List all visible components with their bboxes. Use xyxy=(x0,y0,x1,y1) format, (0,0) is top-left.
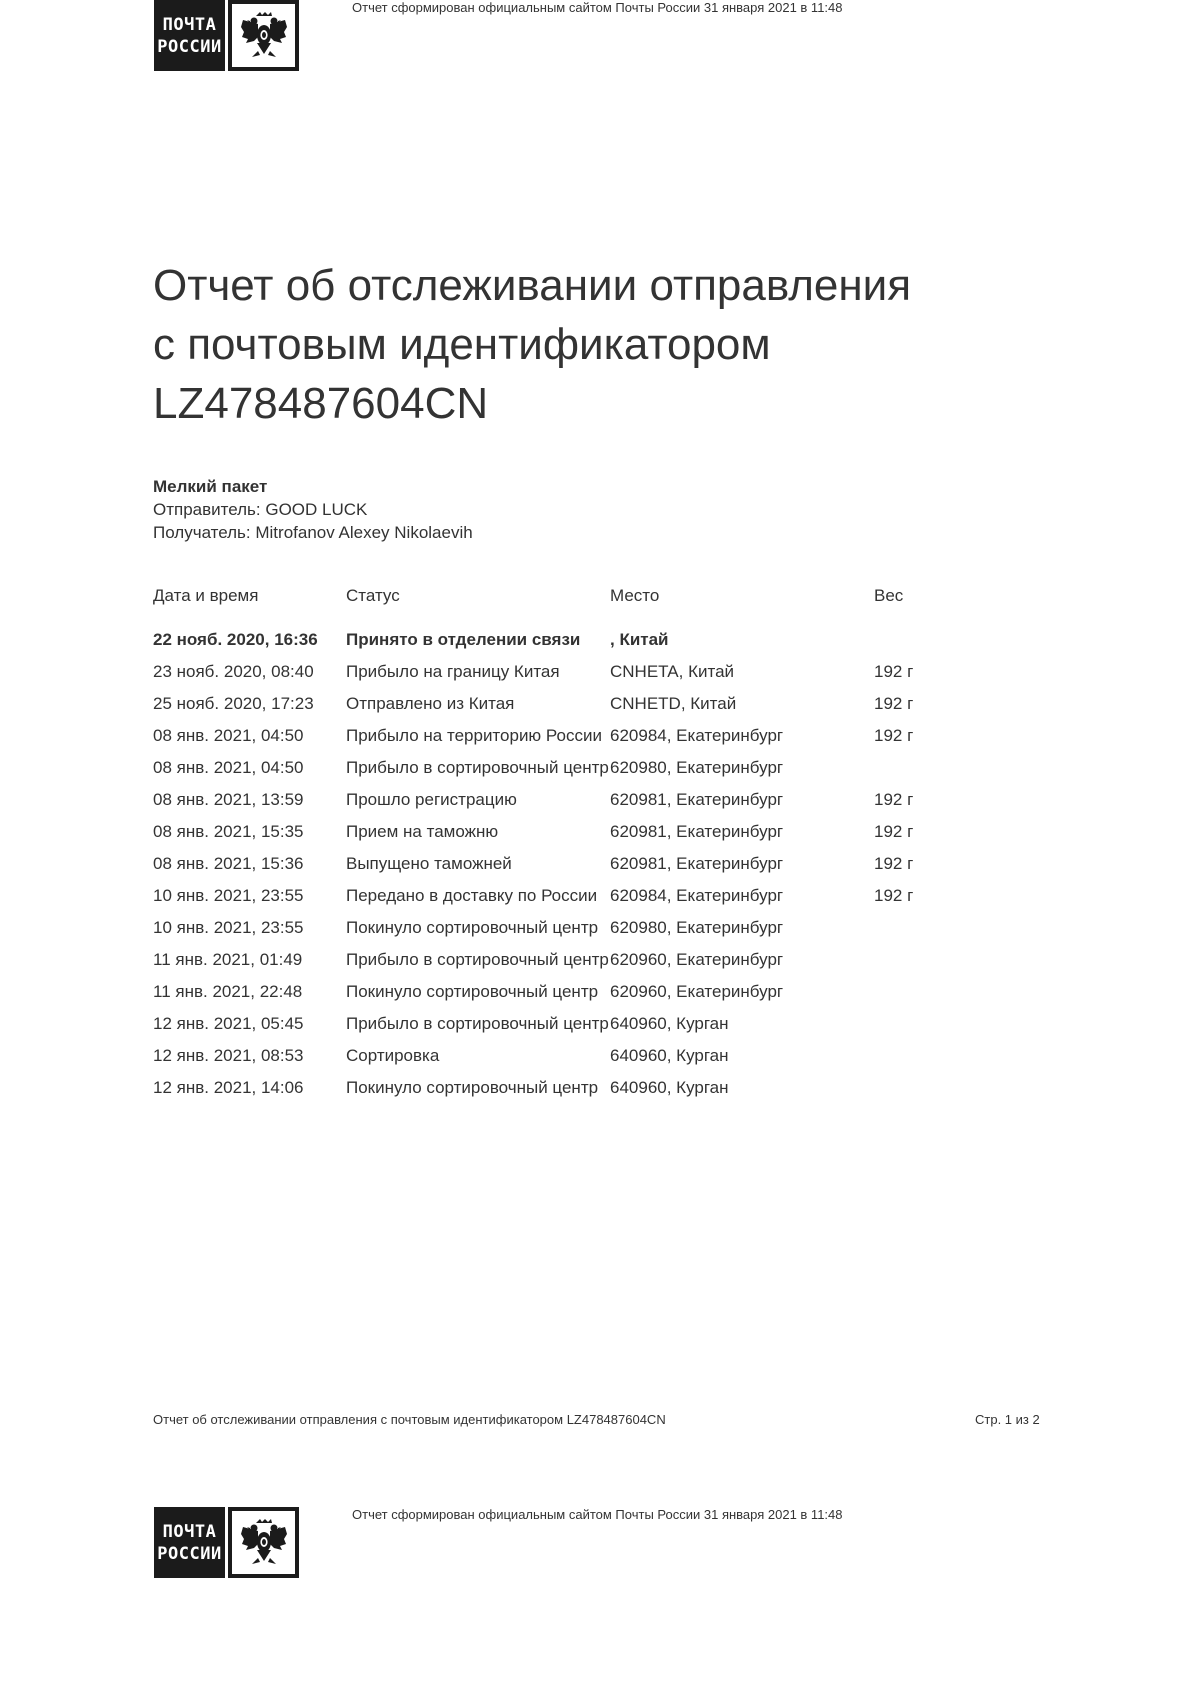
cell-place: , Китай xyxy=(610,630,669,649)
next-page-header xyxy=(154,1507,1054,1579)
table-row xyxy=(153,752,964,784)
logo-emblem xyxy=(228,1507,299,1578)
cell-place: 620984, Екатеринбург xyxy=(610,886,784,905)
table-row xyxy=(153,944,964,976)
cell-place: 620984, Екатеринбург xyxy=(610,726,784,745)
header-weight: Вес xyxy=(874,586,904,605)
table-row xyxy=(153,1072,964,1104)
logo-line2: РОССИИ xyxy=(157,36,222,57)
table-row xyxy=(153,848,964,880)
table-row xyxy=(153,816,964,848)
title-line: Отчет об отслеживании отправления xyxy=(153,261,912,310)
cell-datetime: 08 янв. 2021, 04:50 xyxy=(153,758,304,777)
logo-line2: РОССИИ xyxy=(157,1543,222,1564)
cell-status: Отправлено из Китая xyxy=(346,694,515,713)
cell-datetime: 12 янв. 2021, 14:06 xyxy=(153,1078,304,1097)
table-row xyxy=(153,880,964,912)
cell-status: Прибыло в сортировочный центр xyxy=(346,1014,609,1033)
cell-weight xyxy=(874,976,964,1008)
cell-place: 620960, Екатеринбург xyxy=(610,950,784,969)
report-generated-note: Отчет сформирован официальным сайтом Почты России 31 января 2021 в 11:48 xyxy=(352,1507,843,1522)
cell-datetime: 23 нояб. 2020, 08:40 xyxy=(153,662,314,681)
cell-status: Прибыло на территорию России xyxy=(346,726,602,745)
parcel-info xyxy=(153,475,473,544)
cell-status: Принято в отделении связи xyxy=(346,630,581,649)
cell-datetime: 10 янв. 2021, 23:55 xyxy=(153,918,304,937)
cell-weight xyxy=(874,944,964,976)
cell-weight: 192 г xyxy=(874,854,914,873)
cell-datetime: 08 янв. 2021, 15:35 xyxy=(153,822,304,841)
report-generated-note: Отчет сформирован официальным сайтом Почты России 31 января 2021 в 11:48 xyxy=(352,0,843,15)
page-header xyxy=(154,0,1054,72)
parcel-kind: Мелкий пакет xyxy=(153,477,268,496)
cell-weight: 192 г xyxy=(874,790,914,809)
cell-place: 640960, Курган xyxy=(610,1014,729,1033)
tracking-events-table xyxy=(153,582,964,1104)
logo-emblem xyxy=(228,0,299,71)
russian-post-logo xyxy=(154,1507,299,1579)
cell-place: 620980, Екатеринбург xyxy=(610,758,784,777)
cell-weight xyxy=(874,1040,964,1072)
logo-wordmark xyxy=(154,1507,225,1578)
logo-line1: ПОЧТА xyxy=(162,14,217,35)
cell-datetime: 25 нояб. 2020, 17:23 xyxy=(153,694,314,713)
cell-datetime: 10 янв. 2021, 23:55 xyxy=(153,886,304,905)
table-row xyxy=(153,912,964,944)
cell-datetime: 12 янв. 2021, 05:45 xyxy=(153,1014,304,1033)
cell-status: Сортировка xyxy=(346,1046,440,1065)
table-row xyxy=(153,1008,964,1040)
cell-place: 620981, Екатеринбург xyxy=(610,790,784,809)
header-place: Место xyxy=(610,586,660,605)
double-headed-eagle-icon xyxy=(238,10,290,62)
report-title xyxy=(153,256,1053,433)
cell-place: 620981, Екатеринбург xyxy=(610,822,784,841)
title-line: с почтовым идентификатором xyxy=(153,320,771,369)
cell-place: CNHETA, Китай xyxy=(610,662,735,681)
logo-wordmark xyxy=(154,0,225,71)
cell-place: 620960, Екатеринбург xyxy=(610,982,784,1001)
table-row xyxy=(153,688,964,720)
cell-weight xyxy=(874,752,964,784)
cell-weight: 192 г xyxy=(874,886,914,905)
table-row xyxy=(153,784,964,816)
cell-datetime: 12 янв. 2021, 08:53 xyxy=(153,1046,304,1065)
cell-status: Покинуло сортировочный центр xyxy=(346,918,599,937)
page-footer-title: Отчет об отслеживании отправления с почтовым идентификатором LZ478487604CN xyxy=(153,1412,666,1427)
logo-line1: ПОЧТА xyxy=(162,1521,217,1542)
cell-status: Прием на таможню xyxy=(346,822,499,841)
cell-datetime: 11 янв. 2021, 22:48 xyxy=(153,982,303,1001)
table-row xyxy=(153,976,964,1008)
cell-place: CNHETD, Китай xyxy=(610,694,737,713)
cell-place: 620980, Екатеринбург xyxy=(610,918,784,937)
recipient: Получатель: Mitrofanov Alexey Nikolaevih xyxy=(153,523,473,542)
cell-place: 640960, Курган xyxy=(610,1078,729,1097)
cell-weight xyxy=(874,912,964,944)
cell-weight xyxy=(874,624,964,656)
cell-place: 620981, Екатеринбург xyxy=(610,854,784,873)
cell-weight: 192 г xyxy=(874,662,914,681)
cell-datetime: 11 янв. 2021, 01:49 xyxy=(153,950,303,969)
header-status: Статус xyxy=(346,586,400,605)
cell-weight: 192 г xyxy=(874,726,914,745)
russian-post-logo xyxy=(154,0,299,72)
cell-weight: 192 г xyxy=(874,694,914,713)
page-number: Стр. 1 из 2 xyxy=(975,1412,1040,1427)
header-datetime: Дата и время xyxy=(153,586,259,605)
table-header-row xyxy=(153,582,964,624)
table-row xyxy=(153,656,964,688)
table-row xyxy=(153,1040,964,1072)
cell-status: Прибыло в сортировочный центр xyxy=(346,758,609,777)
sender: Отправитель: GOOD LUCK xyxy=(153,500,368,519)
cell-place: 640960, Курган xyxy=(610,1046,729,1065)
cell-status: Покинуло сортировочный центр xyxy=(346,982,599,1001)
cell-datetime: 22 нояб. 2020, 16:36 xyxy=(153,630,318,649)
cell-status: Покинуло сортировочный центр xyxy=(346,1078,599,1097)
tracking-number: LZ478487604CN xyxy=(153,379,489,428)
cell-status: Выпущено таможней xyxy=(346,854,512,873)
cell-datetime: 08 янв. 2021, 15:36 xyxy=(153,854,304,873)
cell-status: Прошло регистрацию xyxy=(346,790,517,809)
table-row xyxy=(153,720,964,752)
cell-datetime: 08 янв. 2021, 13:59 xyxy=(153,790,304,809)
cell-status: Передано в доставку по России xyxy=(346,886,598,905)
cell-weight: 192 г xyxy=(874,822,914,841)
table-row xyxy=(153,624,964,656)
cell-status: Прибыло в сортировочный центр xyxy=(346,950,609,969)
double-headed-eagle-icon xyxy=(238,1517,290,1569)
cell-datetime: 08 янв. 2021, 04:50 xyxy=(153,726,304,745)
cell-weight xyxy=(874,1008,964,1040)
cell-status: Прибыло на границу Китая xyxy=(346,662,560,681)
cell-weight xyxy=(874,1072,964,1104)
